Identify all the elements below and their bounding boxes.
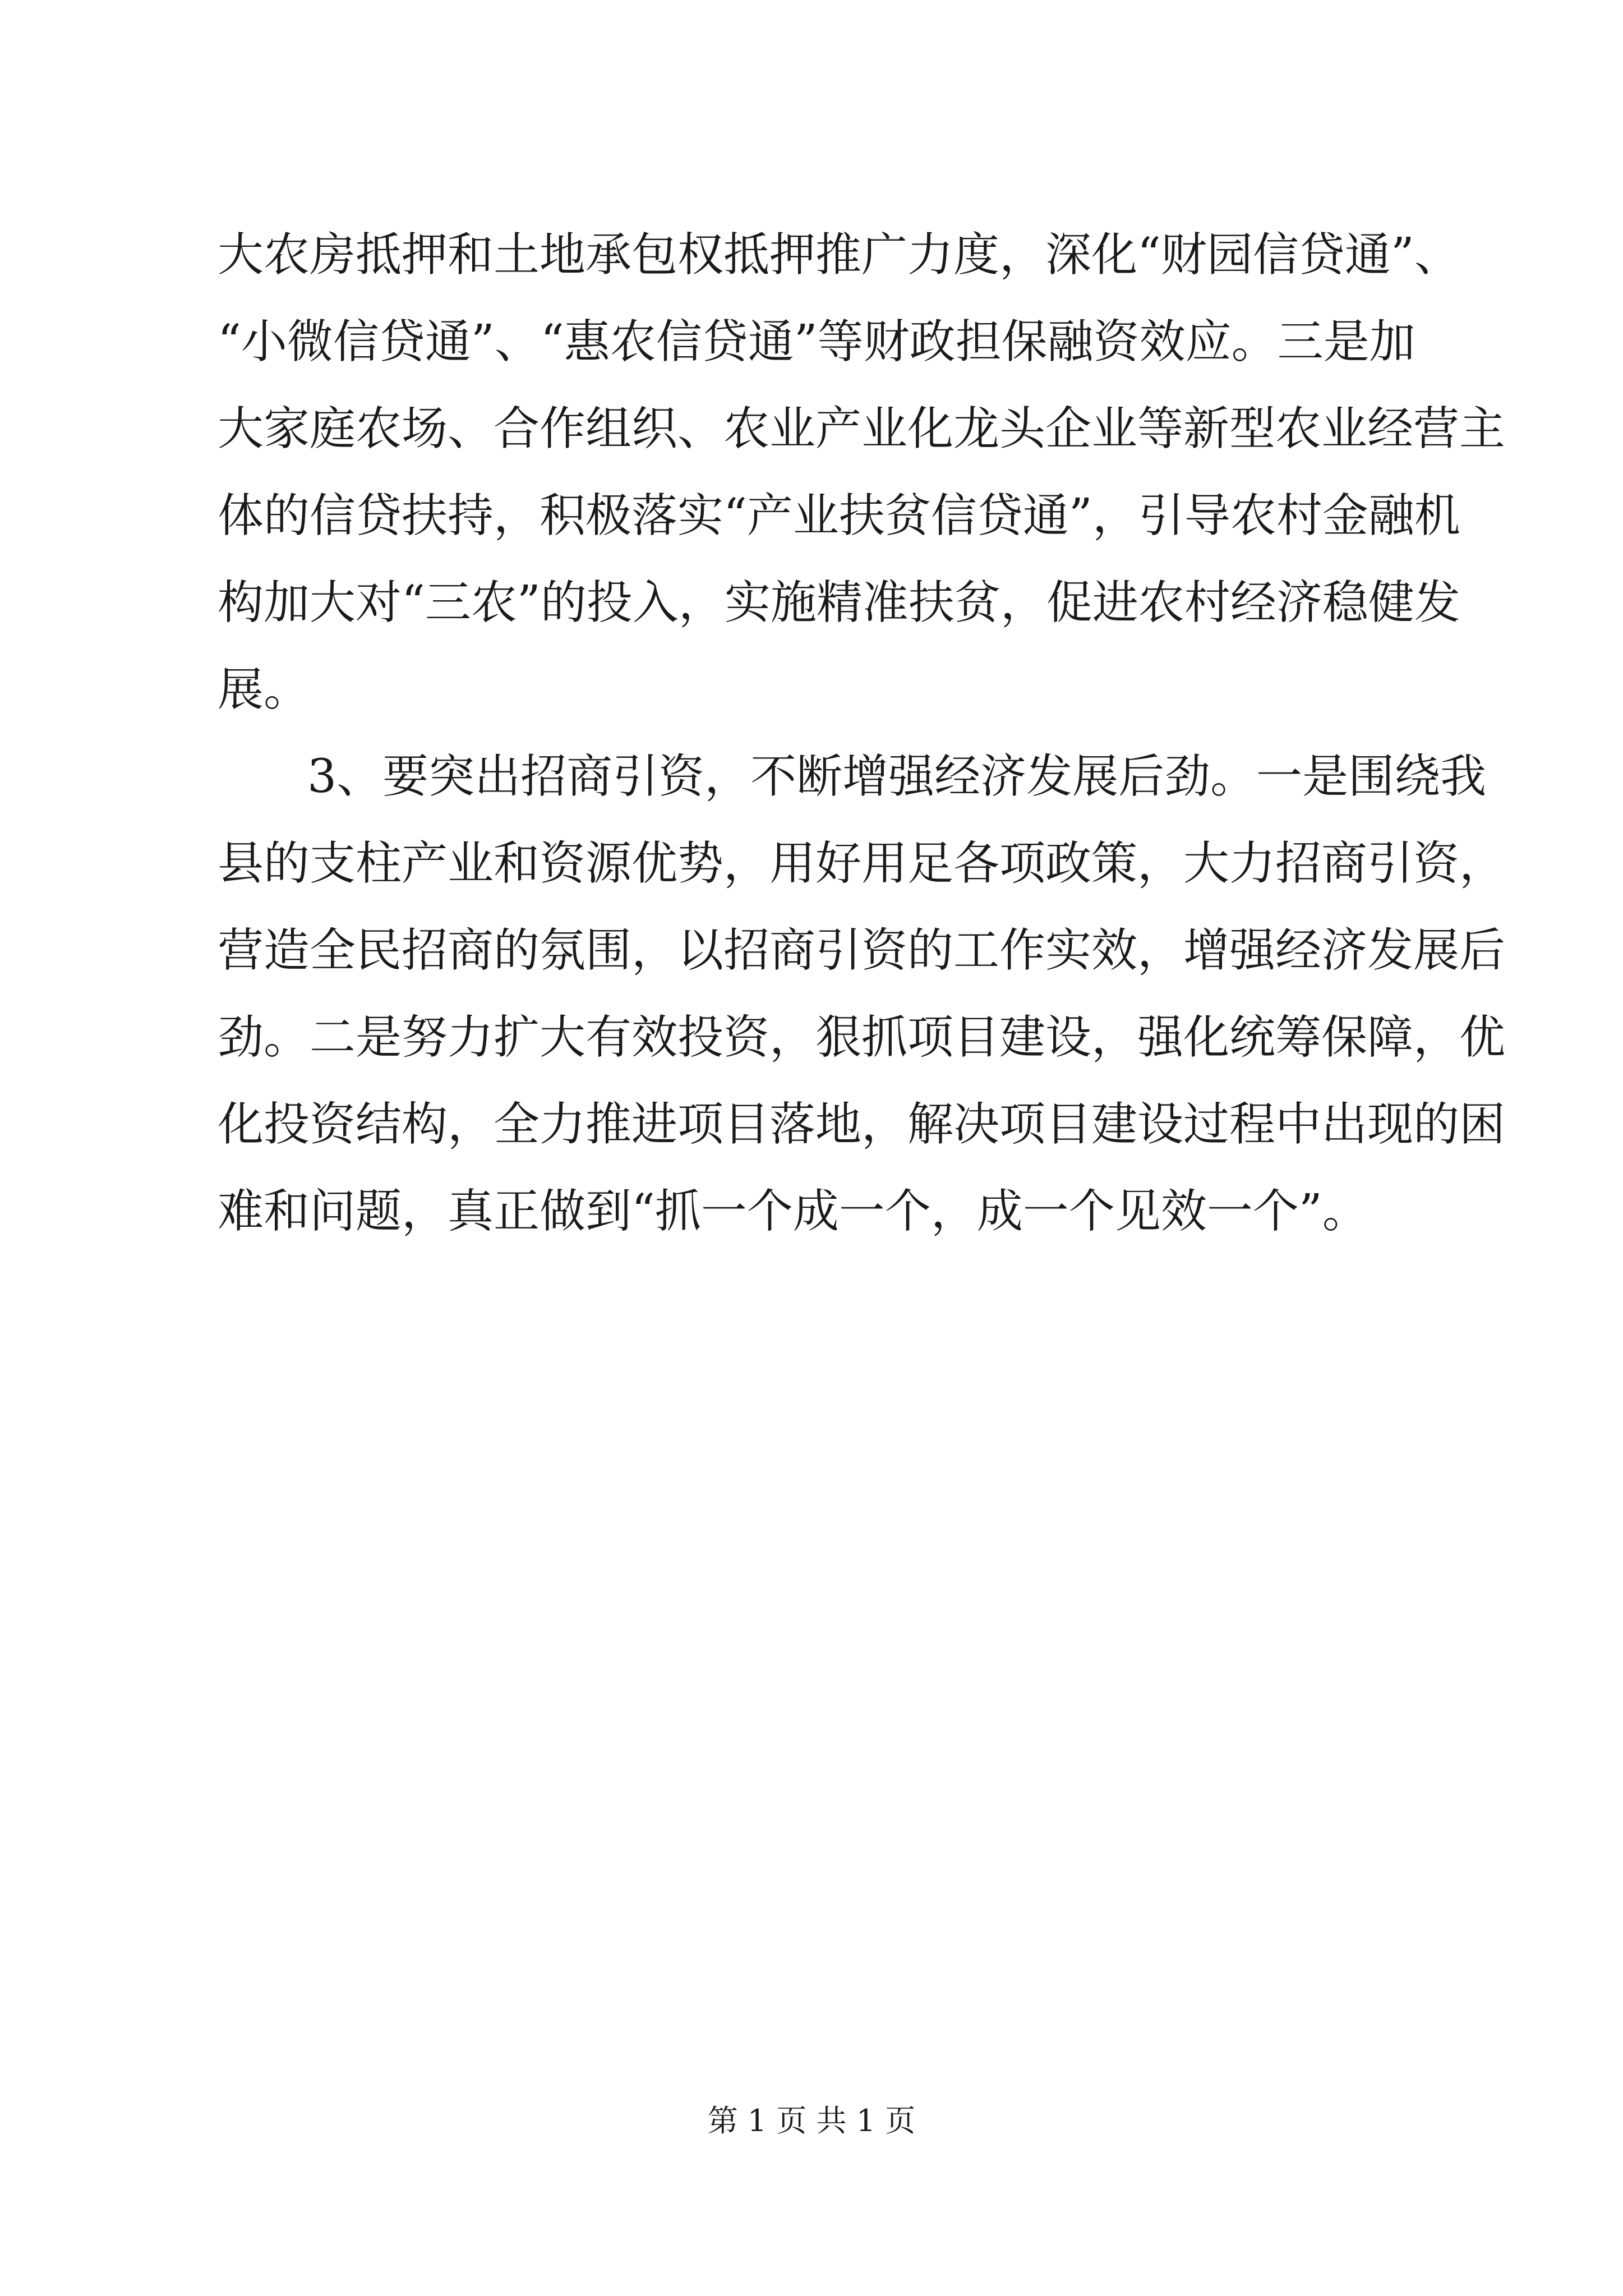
paragraph-line: 展。 xyxy=(218,663,310,716)
paragraph-line: 难和问题，真正做到“抓一个成一个，成一个见效一个”。 xyxy=(218,1185,1368,1238)
paragraph-line: 3、要突出招商引资，不断增强经济发展后劲。一是围绕我 xyxy=(307,750,1487,803)
paragraph-line: 大农房抵押和土地承包权抵押推广力度，深化“财园信贷通”、 xyxy=(218,228,1460,282)
paragraph-line: 体的信贷扶持，积极落实“产业扶贫信贷通”，引导农村金融机 xyxy=(218,489,1460,542)
paragraph-line: 县的支柱产业和资源优势，用好用足各项政策，大力招商引资， xyxy=(218,837,1506,890)
page-footer: 第 1 页 共 1 页 xyxy=(707,2103,916,2138)
paragraph-line: 构加大对“三农”的投入，实施精准扶贫，促进农村经济稳健发 xyxy=(218,576,1460,629)
paragraph-line: 化投资结构，全力推进项目落地，解决项目建设过程中出现的困 xyxy=(218,1098,1506,1151)
paragraph-line: 大家庭农场、合作组织、农业产业化龙头企业等新型农业经营主 xyxy=(218,402,1506,455)
paragraph-line: 营造全民招商的氛围，以招商引资的工作实效，增强经济发展后 xyxy=(218,924,1506,977)
paragraph-line: “小微信贷通”、“惠农信贷通”等财政担保融资效应。三是加 xyxy=(218,315,1415,369)
paragraph-line: 劲。二是努力扩大有效投资，狠抓项目建设，强化统筹保障，优 xyxy=(218,1011,1506,1064)
